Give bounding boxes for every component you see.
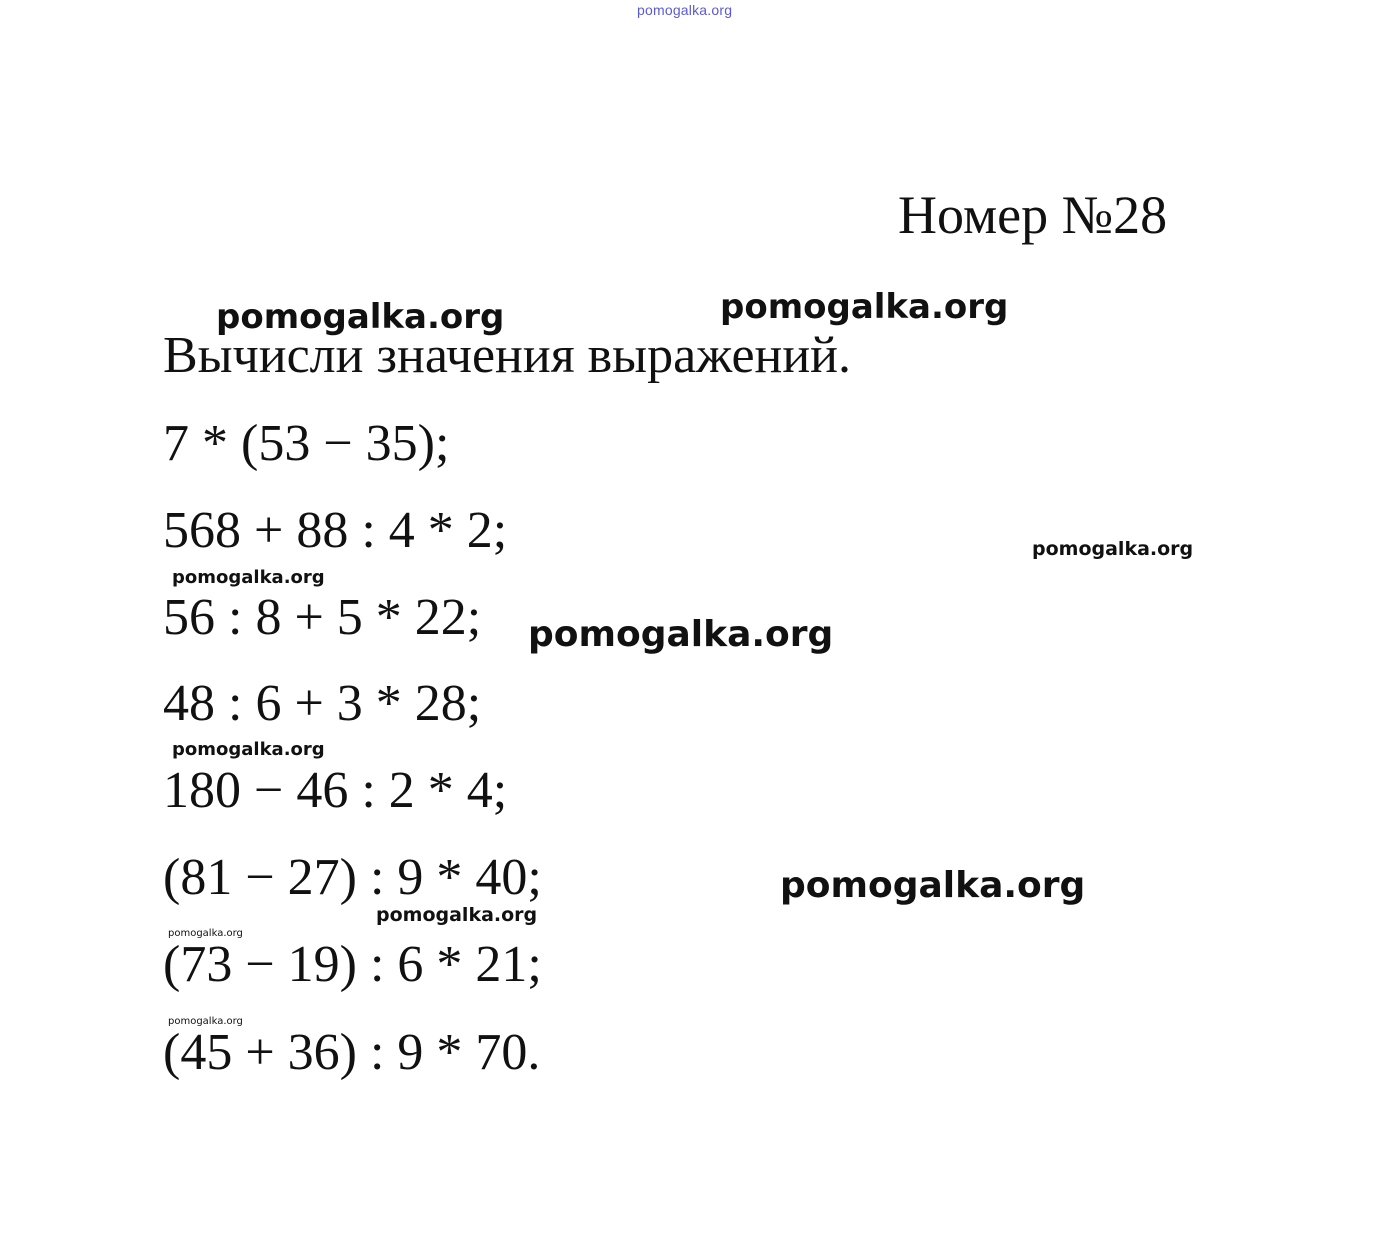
watermark: pomogalka.org xyxy=(172,739,325,760)
expression-7: (73 − 19) : 6 * 21; xyxy=(163,936,542,993)
watermark: pomogalka.org xyxy=(780,865,1086,906)
page-title: Номер №28 xyxy=(898,185,1168,245)
watermark: pomogalka.org xyxy=(528,614,834,655)
expression-3: 56 : 8 + 5 * 22; xyxy=(163,589,482,646)
watermark: pomogalka.org xyxy=(168,928,243,939)
watermark: pomogalka.org xyxy=(168,1016,243,1027)
watermark: pomogalka.org xyxy=(720,287,1009,327)
watermark: pomogalka.org xyxy=(376,904,538,926)
expression-2: 568 + 88 : 4 * 2; xyxy=(163,502,508,559)
watermark: pomogalka.org xyxy=(216,297,505,337)
expression-1: 7 * (53 − 35); xyxy=(163,415,450,472)
watermark-top: pomogalka.org xyxy=(637,2,733,18)
expression-6: (81 − 27) : 9 * 40; xyxy=(163,849,542,906)
task-instruction: Вычисли значения выражений. xyxy=(163,327,852,384)
expression-8: (45 + 36) : 9 * 70. xyxy=(163,1024,541,1081)
expression-4: 48 : 6 + 3 * 28; xyxy=(163,675,482,732)
watermark: pomogalka.org xyxy=(1032,538,1194,560)
watermark: pomogalka.org xyxy=(172,567,325,588)
expression-5: 180 − 46 : 2 * 4; xyxy=(163,762,508,819)
